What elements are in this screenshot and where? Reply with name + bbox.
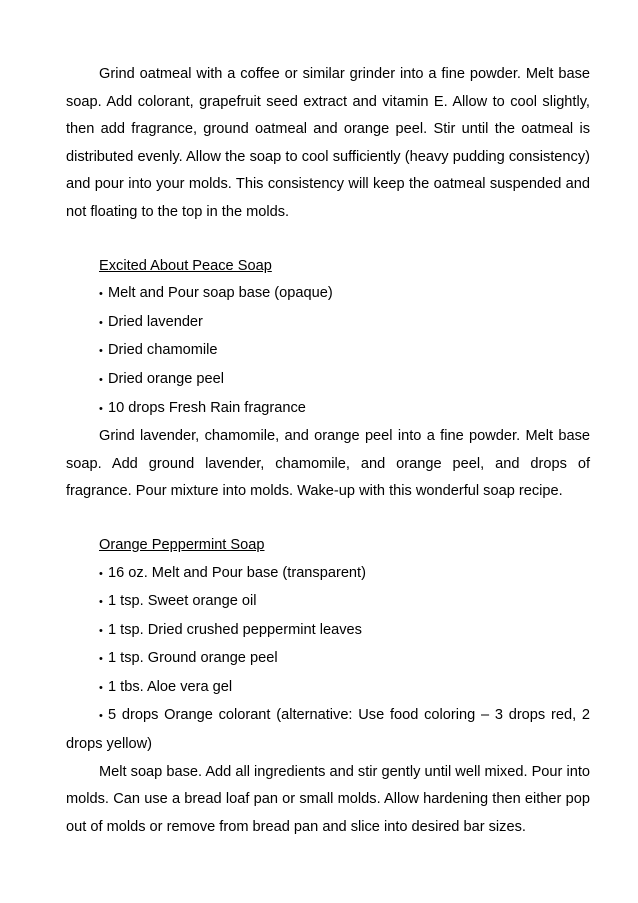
ingredient-item xyxy=(66,560,590,589)
recipe-excited-about-peace-soap xyxy=(66,253,590,506)
ingredient-text: 1 tsp. Sweet orange oil xyxy=(108,593,257,610)
recipe-title: Excited About Peace Soap xyxy=(99,257,272,274)
intro-paragraph: Grind oatmeal with a coffee or similar grinder into a fine powder. Melt base soap. Add colorant, grapefruit seed extract and vitamin E. Allow to cool slightly, then add fragrance, ground oatmeal and orange peel. Stir until the oatmeal is distributed evenly. Allow the soap to cool sufficiently (heavy pudding consistency) and pour into your molds. This consistency will keep the oatmeal suspended and not floating to the top in the molds. xyxy=(66,66,590,220)
bullet-icon: • xyxy=(99,567,103,580)
bullet-icon: • xyxy=(99,402,103,415)
bullet-icon: • xyxy=(99,316,103,329)
ingredient-item xyxy=(66,588,590,617)
ingredient-text: Dried chamomile xyxy=(108,342,218,359)
ingredient-text: 16 oz. Melt and Pour base (transparent) xyxy=(108,564,366,581)
ingredient-item xyxy=(66,337,590,366)
recipe-title: Orange Peppermint Soap xyxy=(99,536,265,553)
section-gap xyxy=(66,227,590,253)
ingredient-text: 5 drops Orange colorant (alternative: Use food coloring – 3 drops red, 2 drops yellow) xyxy=(66,707,590,753)
bullet-icon: • xyxy=(99,345,103,358)
ingredient-text: 1 tsp. Ground orange peel xyxy=(108,650,278,667)
document-page xyxy=(66,61,590,841)
bullet-icon: • xyxy=(99,681,103,694)
ingredient-text: 1 tbs. Aloe vera gel xyxy=(108,678,233,695)
ingredient-item xyxy=(66,395,590,424)
ingredient-item xyxy=(66,617,590,646)
ingredient-item xyxy=(66,309,590,338)
ingredient-text: Melt and Pour soap base (opaque) xyxy=(108,285,333,302)
bullet-icon: • xyxy=(99,710,103,723)
ingredient-item xyxy=(66,645,590,674)
bullet-icon: • xyxy=(99,596,103,609)
ingredient-text: 1 tsp. Dried crushed peppermint leaves xyxy=(108,621,362,638)
ingredient-item xyxy=(66,366,590,395)
ingredient-item xyxy=(66,674,590,703)
recipe-instructions: Melt soap base. Add all ingredients and stir gently until well mixed. Pour into molds. Can use a bread loaf pan or small molds. Allow hardening then either pop out of molds or remove from bread pan and slice into desired bar sizes. xyxy=(66,763,590,835)
bullet-icon: • xyxy=(99,373,103,386)
section-gap xyxy=(66,506,590,532)
bullet-icon: • xyxy=(99,624,103,637)
ingredient-text: 10 drops Fresh Rain fragrance xyxy=(108,399,306,416)
ingredient-text: Dried lavender xyxy=(108,313,203,330)
ingredient-item xyxy=(66,280,590,309)
ingredient-item xyxy=(66,702,590,758)
recipe-instructions: Grind lavender, chamomile, and orange peel into a fine powder. Melt base soap. Add ground lavender, chamomile, and orange peel, and drops of fragrance. Pour mixture into molds. Wake-up with this wonderful soap recipe. xyxy=(66,428,590,500)
ingredient-text: Dried orange peel xyxy=(108,370,225,387)
recipe-orange-peppermint-soap xyxy=(66,532,590,842)
bullet-icon: • xyxy=(99,653,103,666)
bullet-icon: • xyxy=(99,288,103,301)
